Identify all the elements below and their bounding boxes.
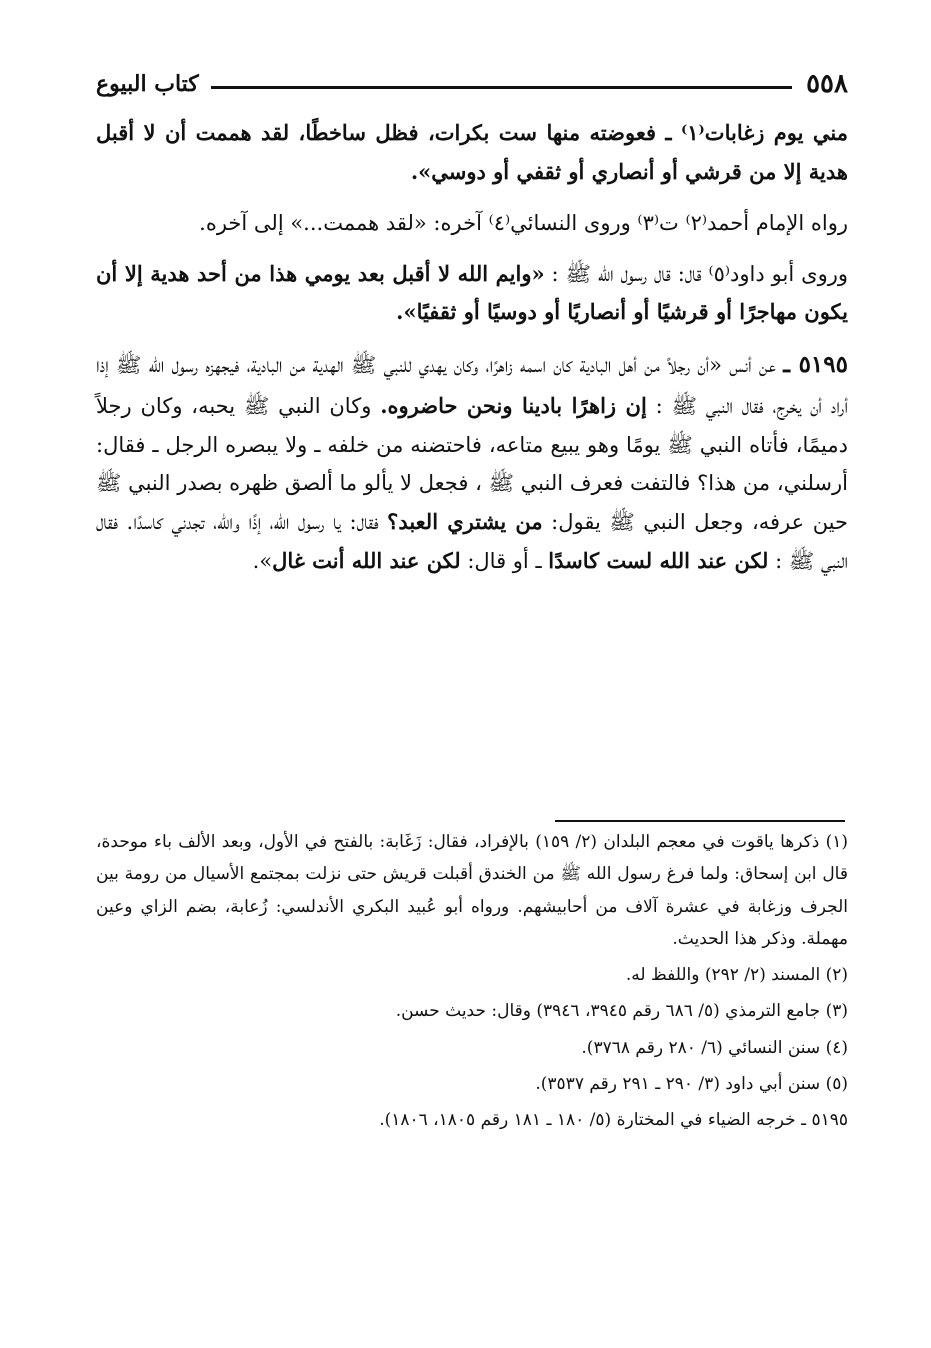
hadith-text-e: فقال: يا رسول الله، إذًا والله، تجدني كاسدًا. فقال النبي ﷺ : — [96, 510, 848, 574]
paragraph-1-text: مني يوم زغابات⁽١⁾ ـ فعوضته منها ست بكرات، فظل ساخطًا، لقد هممت أن لا أقبل هدية إلا من قرشي أو أنصاري أو ثقفي أو دوسي». — [96, 120, 848, 184]
page-header — [96, 62, 848, 106]
footnote-4: (٤) سنن النسائي (٦/ ٢٨٠ رقم ٣٧٦٨). — [581, 1037, 848, 1058]
hadith-text-a: عن أنس «أن رجلاً من أهل البادية كان اسمه زاهرًا، وكان يهدي للنبي ﷺ الهدية من البادية، فيجهزه رسول الله ﷺ إذا أراد أن يخرج، فقال النبي ﷺ : — [96, 353, 848, 418]
paragraph-abu-dawud — [96, 255, 848, 333]
header-rule — [211, 86, 792, 89]
footnote-2: (٢) المسند (٢/ ٢٩٢) واللفظ له. — [625, 965, 848, 986]
page-number: ٥٥٨ — [806, 69, 848, 99]
footnote-6: ٥١٩٥ ـ خرجه الضياء في المختارة (٥/ ١٨٠ ـ ١٨١ رقم ١٨٠٥، ١٨٠٦). — [379, 1110, 848, 1131]
footnote-5: (٥) سنن أبي داود (٣/ ٢٩٠ ـ ٢٩١ رقم ٣٥٣٧). — [535, 1074, 848, 1095]
paragraph-3-lead: وروى أبو داود⁽٥⁾ قال: قال رسول الله ﷺ : — [544, 261, 849, 286]
paragraph-2-text: رواه الإمام أحمد⁽٢⁾ ت⁽٣⁾ وروى النسائي⁽٤⁾ آخره: «لقد هممت...» إلى آخره. — [199, 210, 848, 235]
book-title: كتاب البيوع — [96, 71, 199, 97]
footnote-separator — [555, 820, 845, 822]
hadith-text-g: ـ أو قال: — [460, 549, 549, 574]
paragraph-3-quote: «وايم الله لا أقبل بعد يومي هذا من أحد هدية إلا أن يكون مهاجرًا أو قرشيًا أو أنصاريًا أو دوسيًا أو ثقفيًا». — [96, 260, 848, 325]
paragraph-narration — [96, 204, 848, 243]
hadith-text-f: لكن عند الله لست كاسدًا — [548, 548, 769, 574]
hadith-text-h: لكن عند الله أنت غال — [272, 548, 461, 574]
hadith-text-b: إن زاهرًا بادينا ونحن حاضروه. — [380, 392, 647, 418]
footnotes — [96, 826, 848, 1141]
footnote-3: (٣) جامع الترمذي (٥/ ٦٨٦ رقم ٣٩٤٥، ٣٩٤٦) وقال: حديث حسن. — [395, 1001, 848, 1022]
main-text — [96, 114, 848, 593]
hadith-text-c: وكان النبي ﷺ يحبه، وكان رجلاً دميمًا، فأتاه النبي ﷺ يومًا وهو يبيع متاعه، فاحتضنه من خلفه ـ ولا يبصره الرجل ـ فقال: أرسلني، من هذا؟ فالتفت فعرف النبي ﷺ ، فجعل لا يألو ما ألصق ظهره بصدر النبي ﷺ حين عرفه، وجعل النبي ﷺ يقول: — [96, 393, 848, 535]
hadith-text-i: ». — [252, 549, 273, 574]
paragraph-hadith-5195 — [96, 344, 848, 581]
footnote-1: (١) ذكرها ياقوت في معجم البلدان (٢/ ١٥٩) بالإفراد، فقال: زَغَابة: بالفتح في الأول، وبعد الألف باء موحدة، قال ابن إسحاق: ولما فرغ رسول الله ﷺ من الخندق أقبلت قريش حتى نزلت بمجتمع الأسيال من رومة بين الجرف وزغابة في عشرة آلاف من أحابيشهم. ورواه أبو عُبيد البكري الأندلسي: زُعابة، بضم الزاي وعين مهملة. وذكر هذا الحديث. — [96, 832, 848, 949]
hadith-number: ٥١٩٥ ـ — [783, 351, 848, 379]
paragraph-continuation — [96, 114, 848, 192]
hadith-text-d: من يشتري العبد؟ — [387, 509, 543, 535]
